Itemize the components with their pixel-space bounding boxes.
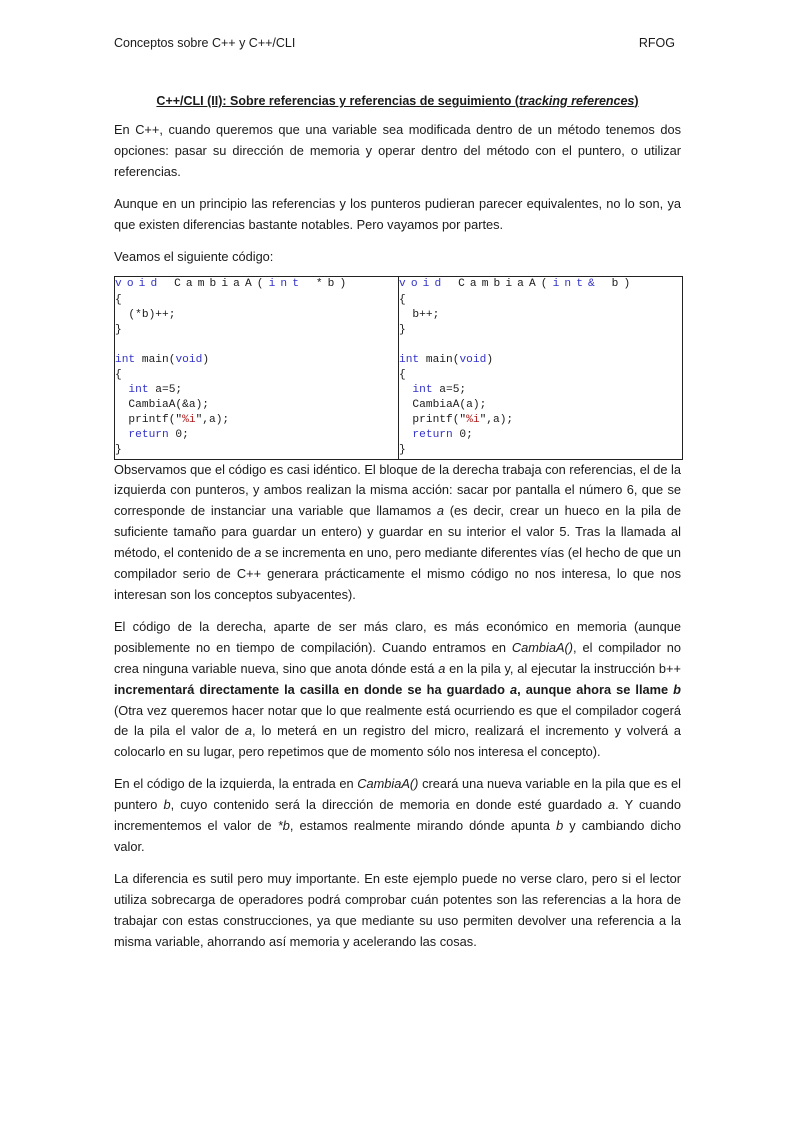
paragraph-intro: En C++, cuando queremos que una variable sea modificada dentro de un método tenemos dos opciones: pasar su dirección de memoria y operar dentro del método con el puntero, o utilizar referencias.: [114, 122, 681, 179]
code-comparison-table: [114, 276, 683, 459]
paragraph-code-intro: Veamos el siguiente código:: [114, 248, 274, 264]
paragraph-left-code: En el código de la izquierda, la entrada en CambiaA() creará una nueva variable en la pila que es el puntero b, cuyo contenido será la dirección de memoria en donde esté guardado a. Y cuando incrementemos el valor de *b, estamos realmente mirando dónde apunta b y cambiando dicho valor.: [114, 776, 682, 854]
page-header: [114, 36, 675, 56]
header-title: Conceptos sobre C++ y C++/CLI: [114, 36, 296, 50]
paragraph-right-code: El código de la derecha, aparte de ser más claro, es más económico en memoria (aunque posiblemente no en tiempo de compilación). Cuando entramos en CambiaA(), el compilador no crea ninguna variable nueva, sino que anota dónde está a en la pila y, al ejecutar la instrucción b++ incrementará directamente la casilla en donde se ha guardado a, aunque ahora se llame b (Otra vez queremos hacer notar que lo que realmente está ocurriendo es que el compilador cogerá de la pila el valor de a, lo meterá en un registro del micro, realizará el incremento y volverá a colocarlo en su lugar, pero repetimos que de momento sólo nos interesa el concepto).: [114, 618, 681, 760]
paragraph-conclusion: La diferencia es sutil pero muy importante. En este ejemplo puede no verse claro, pero si el lector utiliza sobrecarga de operadores podrá comprobar cuán potentes son las referencias a la hora de trabajar con estas construcciones, ya que mediante su uso permiten devolver una referencia a la misma variable, ahorrando así memoria y acelerando las cosas.: [114, 870, 681, 949]
document-page: [114, 36, 681, 953]
code-block-references: void CambiaA(int& b) { b++; } int main(void) { int a=5; CambiaA(a); printf("%i",a); return 0; }: [399, 277, 683, 459]
code-block-pointers: void CambiaA(int *b) { (*b)++; } int main(void) { int a=5; CambiaA(&a); printf("%i",a); return 0; }: [115, 277, 399, 459]
paragraph-differences: Aunque en un principio las referencias y los punteros pudieran parecer equivalentes, no lo son, ya que existen diferencias bastante notables. Pero vayamos por partes.: [114, 195, 681, 232]
paragraph-observation: Observamos que el código es casi idéntico. El bloque de la derecha trabaja con referencias, el de la izquierda con punteros, y ambos realizan la misma acción: sacar por pantalla el número 6, que se corresponde de instanciar una variable que llamamos a (es decir, crear un hueco en la pila de suficiente tamaño para guardar un entero) y guardar en su interior el valor 5. Tras la llamada al método, el contenido de a se incrementa en uno, pero mediante diferentes vías (el hecho de que un compilador serio de C++ generara prácticamente el mismo código no nos interesa, lo que nos interesan son los conceptos subyacentes).: [114, 461, 682, 602]
header-author: RFOG: [638, 36, 675, 50]
article-title: C++/CLI (II): Sobre referencias y referencias de seguimiento (tracking references): [156, 94, 639, 108]
